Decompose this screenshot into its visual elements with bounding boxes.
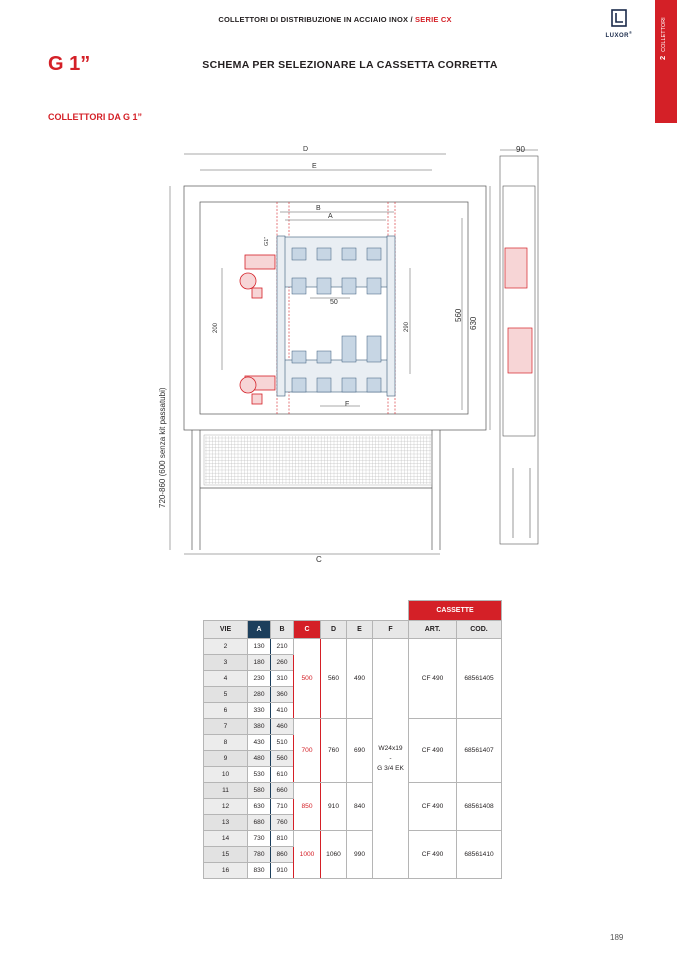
table-row (204, 639, 502, 655)
cell-vie: 2 (204, 639, 248, 655)
cabinet-outline (184, 186, 486, 430)
cell-f-3: G 3/4 EK (377, 764, 404, 772)
cell-b: 610 (271, 767, 294, 783)
cell-a: 630 (248, 799, 271, 815)
cell-b: 560 (271, 751, 294, 767)
selection-table (203, 600, 502, 879)
section-tab-text (658, 5, 674, 60)
dim-200: 200 (213, 322, 219, 333)
cell-b: 310 (271, 671, 294, 687)
cell-a: 180 (248, 655, 271, 671)
technical-drawing (140, 138, 560, 568)
dim-height: 720-860 (600 senza kit passatubi) (158, 387, 167, 508)
cell-f (373, 639, 409, 879)
th-a: A (248, 621, 271, 639)
section-tab-label: COLLETTORI (661, 17, 667, 52)
dim-D: D (303, 146, 309, 153)
cell-b: 760 (271, 815, 294, 831)
cell-vie: 13 (204, 815, 248, 831)
cell-cod: 68561408 (457, 783, 502, 831)
dim-630: 630 (469, 316, 478, 330)
logo-text: LUXOR® (605, 30, 633, 39)
cell-a: 280 (248, 687, 271, 703)
cell-f-2: - (389, 754, 392, 762)
dim-290: 290 (404, 321, 410, 332)
cell-b: 810 (271, 831, 294, 847)
cell-a: 430 (248, 735, 271, 751)
cell-a: 780 (248, 847, 271, 863)
dim-A: A (328, 213, 333, 220)
cell-a: 480 (248, 751, 271, 767)
cell-art: CF 490 (409, 719, 457, 783)
cell-vie: 15 (204, 847, 248, 863)
cell-vie: 8 (204, 735, 248, 751)
side-valves (505, 248, 532, 373)
header-prefix: COLLETTORI DI DISTRIBUZIONE IN ACCIAIO INOX / (218, 15, 416, 24)
cell-d: 760 (321, 719, 347, 783)
cell-c: 700 (294, 719, 321, 783)
th-b: B (271, 621, 294, 639)
running-header (150, 15, 520, 24)
dim-F: F (345, 401, 350, 408)
cell-vie: 14 (204, 831, 248, 847)
cell-b: 860 (271, 847, 294, 863)
cell-vie: 9 (204, 751, 248, 767)
cell-vie: 7 (204, 719, 248, 735)
cell-b: 510 (271, 735, 294, 751)
dim-spacing: 50 (330, 299, 338, 306)
header-series: SERIE CX (415, 15, 452, 24)
cell-vie: 3 (204, 655, 248, 671)
cell-c: 500 (294, 639, 321, 719)
cell-e: 690 (347, 719, 373, 783)
th-vie: VIE (204, 621, 248, 639)
th-d: D (321, 621, 347, 639)
section-tab-number: 2 (658, 55, 667, 60)
cell-c: 1000 (294, 831, 321, 879)
dim-560: 560 (454, 308, 463, 322)
table-row (204, 783, 502, 799)
cell-b: 410 (271, 703, 294, 719)
cell-vie: 10 (204, 767, 248, 783)
cassette-header: CASSETTE (409, 601, 502, 621)
th-c: C (294, 621, 321, 639)
cell-e: 990 (347, 831, 373, 879)
cell-b: 460 (271, 719, 294, 735)
cell-b: 660 (271, 783, 294, 799)
table-row (204, 719, 502, 735)
cell-b: 360 (271, 687, 294, 703)
ball-valves (240, 255, 275, 404)
cell-b: 210 (271, 639, 294, 655)
cell-vie: 11 (204, 783, 248, 799)
cell-vie: 16 (204, 863, 248, 879)
th-f: F (373, 621, 409, 639)
cell-vie: 5 (204, 687, 248, 703)
cell-d: 560 (321, 639, 347, 719)
section-title: COLLETTORI DA G 1” (48, 112, 143, 122)
cell-d: 1060 (321, 831, 347, 879)
cell-b: 910 (271, 863, 294, 879)
cell-a: 530 (248, 767, 271, 783)
th-cod: COD. (457, 621, 502, 639)
dim-B: B (316, 205, 321, 212)
cell-e: 490 (347, 639, 373, 719)
cell-b: 260 (271, 655, 294, 671)
cell-a: 130 (248, 639, 271, 655)
cell-a: 230 (248, 671, 271, 687)
table-row (204, 831, 502, 847)
cell-e: 840 (347, 783, 373, 831)
cell-a: 580 (248, 783, 271, 799)
cell-vie: 4 (204, 671, 248, 687)
cell-art: CF 490 (409, 831, 457, 879)
cell-vie: 6 (204, 703, 248, 719)
grille-lines (205, 436, 431, 484)
cell-a: 730 (248, 831, 271, 847)
cell-art: CF 490 (409, 639, 457, 719)
page-subtitle: SCHEMA PER SELEZIONARE LA CASSETTA CORRETTA (202, 59, 498, 71)
cell-a: 680 (248, 815, 271, 831)
cell-c: 850 (294, 783, 321, 831)
cell-a: 330 (248, 703, 271, 719)
cell-cod: 68561410 (457, 831, 502, 879)
cell-a: 830 (248, 863, 271, 879)
page-title: G 1” (48, 53, 91, 75)
th-e: E (347, 621, 373, 639)
cell-cod: 68561407 (457, 719, 502, 783)
cell-vie: 12 (204, 799, 248, 815)
cell-d: 910 (321, 783, 347, 831)
cell-b: 710 (271, 799, 294, 815)
th-art: ART. (409, 621, 457, 639)
dim-g1: G1” (264, 236, 270, 246)
dim-C: C (316, 555, 322, 564)
cell-art: CF 490 (409, 783, 457, 831)
dim-90: 90 (516, 145, 525, 154)
cell-cod: 68561405 (457, 639, 502, 719)
cell-f-1: W24x19 (378, 744, 403, 752)
cell-a: 380 (248, 719, 271, 735)
dim-E: E (312, 163, 317, 170)
page-number: 189 (610, 933, 624, 942)
